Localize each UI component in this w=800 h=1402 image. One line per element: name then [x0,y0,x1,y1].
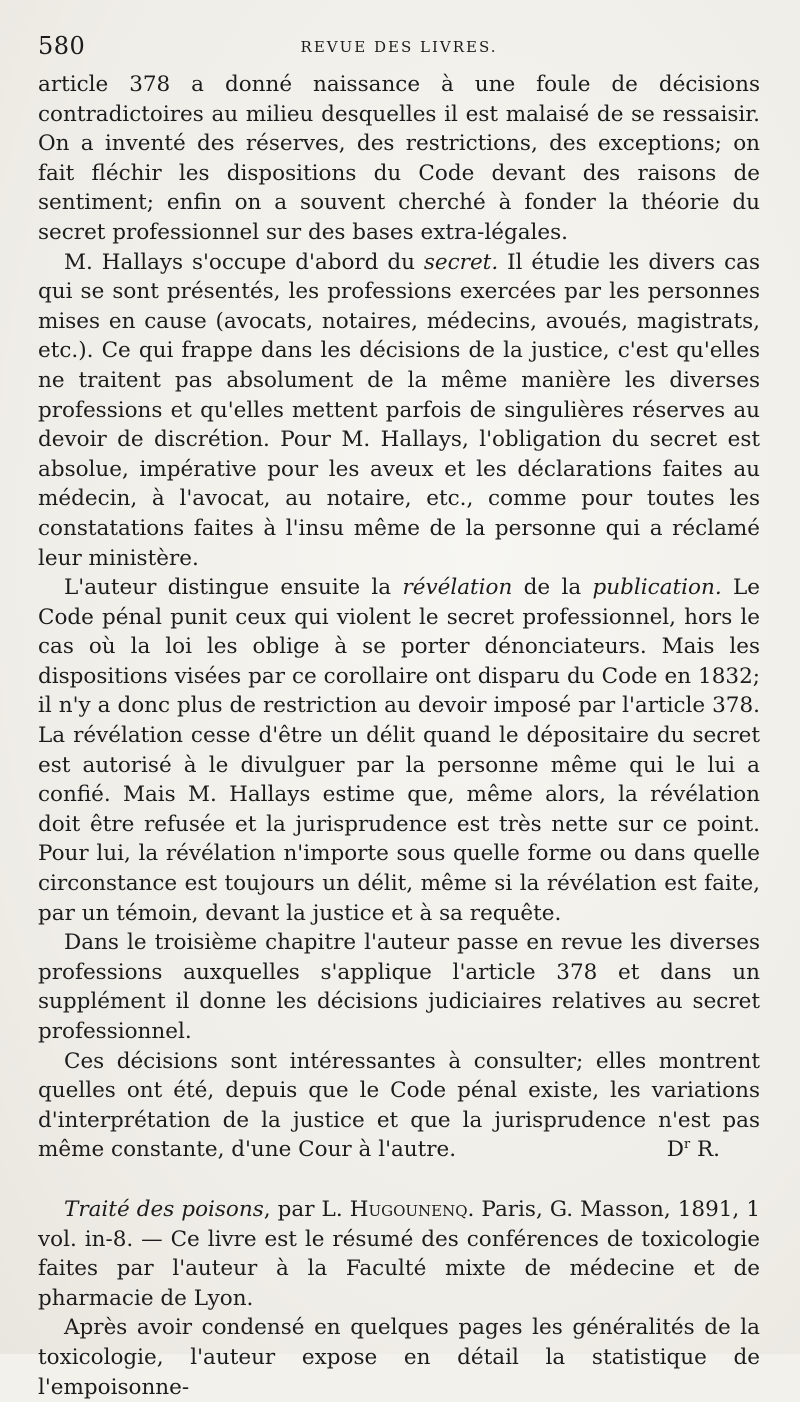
section-gap [38,1165,760,1195]
paragraph-secret [38,248,760,574]
paragraph-third-chapter: Dans le troisième chapitre l'auteur passe en revue les diverses professions auxquelles s'applique l'article 378 et dans un supplément il donne les décisions judiciaires relatives au secret professionnel. [38,930,760,1044]
journal-title: REVUE DES LIVRES. [300,38,498,56]
reviewer-signature [641,1135,760,1165]
paragraph-toxicology: Après avoir condensé en quelques pages les généralités de la toxicologie, l'auteur expose en détail la statistique de l'empoisonne- [38,1315,760,1400]
body-text [38,70,760,1402]
paragraph-revelation [38,573,760,928]
paragraph-secret-body: Il étudie les divers cas qui se sont présentés, les professions exercées par les personnes mises en cause (avocats, notaires, médecins, avoués, magistrats, etc.). Ce qui frappe dans les décisions de la justice, c'est qu'elles ne traitent pas absolument de la même manière les diverses professions et qu'elles mettent parfois de singulières réserves au devoir de discrétion. Pour M. Hallays, l'obligation du secret est absolue, impérative pour les aveux et les déclarations faites au médecin, à l'avocat, au notaire, etc., comme pour toutes les constatations faites à l'insu même de la personne qui a réclamé leur ministère. [38,249,760,571]
book-author: Hugounenq [349,1196,468,1222]
book-by: , par L. [263,1196,350,1222]
book-details: . Paris, G. Masson, 1891, 1 vol. in-8. — Ce livre est le résumé des conférences de toxicologie faites par l'auteur à la Faculté mixte de médecine et de pharmacie de Lyon. [38,1196,760,1311]
paragraph-decisions-text: Ces décisions sont intéressantes à consulter; elles montrent quelles ont été, depuis que le Code pénal existe, les variations d'interprétation de la justice et que la jurisprudence n'est pas même constante, d'une Cour à l'autre. [38,1048,760,1163]
paragraph-revelation-lead: L'auteur distingue ensuite la [64,575,403,601]
emphasis-secret: secret. [423,249,499,275]
book-title: Traité des poisons [64,1196,264,1222]
paragraph-intro-continuation: article 378 a donné naissance à une foule de décisions contradictoires au milieu desquelles il est malaisé de se ressaisir. On a inventé des réserves, des restrictions, des exceptions; on fait fléchir les dispositions du Code devant des raisons de sentiment; enfin on a souvent cherché à fonder la théorie du secret professionnel sur des bases extra-légales. [38,72,760,245]
emphasis-revelation: révélation [402,575,513,601]
paragraph-secret-lead: M. Hallays s'occupe d'abord du [64,249,424,275]
signature-superscript: r [683,1137,691,1153]
paragraph-decisions [38,1047,760,1165]
running-head [38,28,760,68]
paragraph-revelation-body: Le Code pénal punit ceux qui violent le secret professionnel, hors le cas où la loi les oblige à se porter dénonciateurs. Mais les dispositions visées par ce corollaire ont disparu du Code en 1832; il n'y a donc plus de restriction au devoir imposé par l'article 378. La révélation cesse d'être un délit quand le dépositaire du secret est autorisé à le divulguer par la personne même qui le lui a confié. Mais M. Hallays estime que, même alors, la révélation doit être refusée et la jurisprudence est très nette sur ce point. Pour lui, la révélation n'importe sous quelle forme ou dans quelle circonstance est toujours un délit, même si la révélation est faite, par un témoin, devant la justice et à sa requête. [38,575,761,926]
page-number: 580 [38,32,86,60]
signature-prefix: D [666,1137,684,1163]
signature-name: R. [690,1137,720,1163]
book-citation [38,1195,760,1313]
paragraph-revelation-joiner: de la [512,575,593,601]
emphasis-publication: publication. [592,575,722,601]
